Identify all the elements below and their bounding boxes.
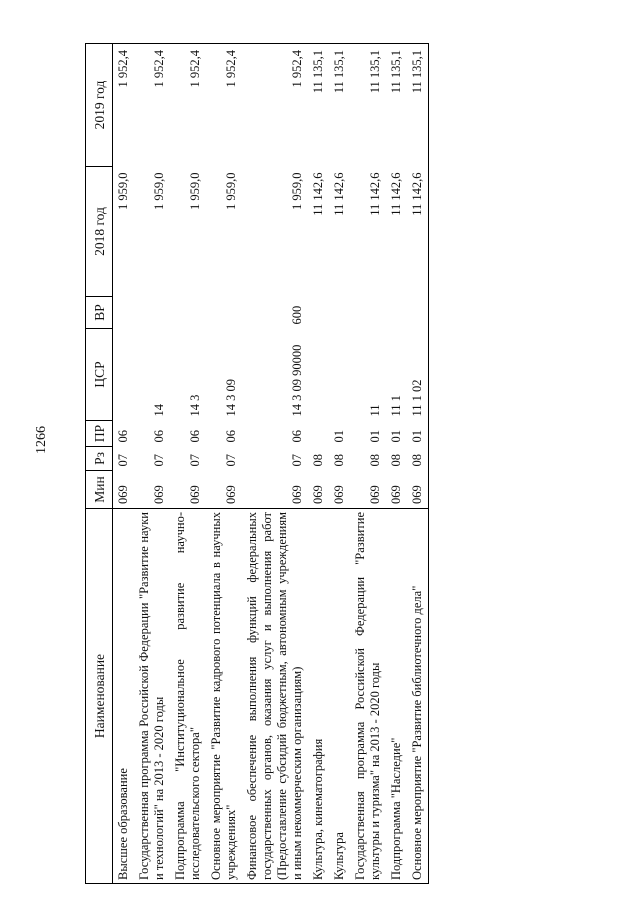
- row-vr: [386, 297, 407, 329]
- row-vr: [113, 297, 135, 329]
- row-pr: 06: [152, 430, 166, 443]
- row-vr: [350, 297, 386, 329]
- row-pr: 06: [290, 430, 304, 443]
- row-name: Высшее образование: [113, 509, 135, 884]
- row-pr: 01: [368, 430, 382, 443]
- header-min: Мин: [86, 471, 113, 509]
- row-2019: 1 952,4: [134, 44, 170, 167]
- row-2018: 11 142,6: [332, 172, 346, 216]
- table-header-row: [86, 44, 113, 884]
- row-pr: 06: [188, 430, 202, 443]
- header-2019: 2019 год: [86, 44, 113, 167]
- row-2019: 1 952,4: [113, 44, 135, 167]
- row-rz: 07: [116, 454, 130, 467]
- table-row: [170, 44, 206, 884]
- row-2019: 11 135,1: [329, 44, 350, 167]
- row-name: Основное мероприятие "Развитие библиотечного дела": [407, 509, 429, 884]
- table-row: [134, 44, 170, 884]
- table-row: [329, 44, 350, 884]
- row-pr: 01: [332, 430, 346, 443]
- header-csr: ЦСР: [86, 329, 113, 421]
- row-min: 069: [116, 485, 130, 504]
- row-rz: 07: [188, 454, 202, 467]
- table-row: [407, 44, 429, 884]
- row-rz: 07: [290, 454, 304, 467]
- row-vr: [329, 297, 350, 329]
- row-csr: 14 3 09 90000: [290, 344, 304, 417]
- row-min: 069: [188, 485, 202, 504]
- row-min: 069: [224, 485, 238, 504]
- page-number: 1266: [34, 426, 49, 454]
- header-name: Наименование: [86, 509, 113, 884]
- row-csr: 14 3 09: [224, 379, 238, 417]
- row-2018: 1 959,0: [116, 172, 130, 210]
- row-2018: 11 142,6: [389, 172, 403, 216]
- row-2019: 11 135,1: [308, 44, 329, 167]
- row-2019: 1 952,4: [206, 44, 242, 167]
- budget-table: [85, 43, 429, 884]
- table-row: [242, 44, 308, 884]
- row-min: 069: [389, 485, 403, 504]
- row-rz: 07: [224, 454, 238, 467]
- header-rz: Рз: [86, 447, 113, 471]
- row-2019: 1 952,4: [242, 44, 308, 167]
- table-row: [386, 44, 407, 884]
- row-pr: 06: [224, 430, 238, 443]
- table-row: [308, 44, 329, 884]
- row-csr: 14: [152, 404, 166, 417]
- header-vr: ВР: [86, 297, 113, 329]
- row-min: 069: [407, 471, 429, 509]
- row-rz: 08: [368, 454, 382, 467]
- rotated-table-container: [85, 44, 580, 884]
- row-name: Государственная программа Российской Федерации "Развитие науки и технологий" на 2013 - 2020 годы: [134, 509, 170, 884]
- row-name: Основное мероприятие "Развитие кадрового потенциала в научных учреждениях": [206, 509, 242, 884]
- row-min: 069: [152, 485, 166, 504]
- row-2018: 11 142,6: [368, 172, 382, 216]
- row-vr: [170, 297, 206, 329]
- row-pr: 01: [389, 430, 403, 443]
- row-csr: [113, 329, 135, 421]
- row-name: Финансовое обеспечение выполнения функций федеральных государственных органов, оказания услуг и выполнения работ (Предоставление субсидий бюджетным, автономным учреждениям и иным некоммерческим организациям): [242, 509, 308, 884]
- row-name: Государственная программа Российской Федерации "Развитие культуры и туризма" на 2013 - 2020 годы: [350, 509, 386, 884]
- row-csr: 11: [368, 404, 382, 417]
- row-min: 069: [311, 485, 325, 504]
- row-vr: [206, 297, 242, 329]
- row-2018: 11 142,6: [311, 172, 325, 216]
- row-name: Подпрограмма "Наследие": [386, 509, 407, 884]
- row-2019: 11 135,1: [386, 44, 407, 167]
- header-2018: 2018 год: [86, 167, 113, 297]
- row-csr: 11 1 02: [407, 329, 429, 421]
- header-pr: ПР: [86, 421, 113, 447]
- row-csr: [308, 329, 329, 421]
- row-vr: [407, 297, 429, 329]
- row-rz: 08: [311, 454, 325, 467]
- row-min: 069: [332, 485, 346, 504]
- row-2019: 11 135,1: [350, 44, 386, 167]
- row-vr: [308, 297, 329, 329]
- row-2018: 1 959,0: [152, 172, 166, 210]
- row-rz: 08: [389, 454, 403, 467]
- row-pr: [308, 421, 329, 447]
- table-row: [206, 44, 242, 884]
- row-2018: 1 959,0: [290, 172, 304, 210]
- row-vr: 600: [290, 305, 304, 325]
- row-rz: 07: [152, 454, 166, 467]
- row-name: Подпрограмма "Институциональное развитие научно-исследовательского сектора": [170, 509, 206, 884]
- row-csr: [329, 329, 350, 421]
- row-name: Культура: [329, 509, 350, 884]
- row-vr: [134, 297, 170, 329]
- row-csr: 14 3: [188, 394, 202, 417]
- table-row: [113, 44, 135, 884]
- row-pr: 01: [407, 421, 429, 447]
- row-min: 069: [290, 485, 304, 504]
- row-2018: 1 959,0: [188, 172, 202, 210]
- row-min: 069: [368, 485, 382, 504]
- row-name: Культура, кинематография: [308, 509, 329, 884]
- row-rz: 08: [332, 454, 346, 467]
- row-2018: 1 959,0: [224, 172, 238, 210]
- row-pr: 06: [116, 430, 130, 443]
- row-2018: 11 142,6: [407, 167, 429, 297]
- table-row: [350, 44, 386, 884]
- row-2019: 1 952,4: [170, 44, 206, 167]
- row-rz: 08: [407, 447, 429, 471]
- row-csr: 11 1: [389, 395, 403, 417]
- row-2019: 11 135,1: [407, 44, 429, 167]
